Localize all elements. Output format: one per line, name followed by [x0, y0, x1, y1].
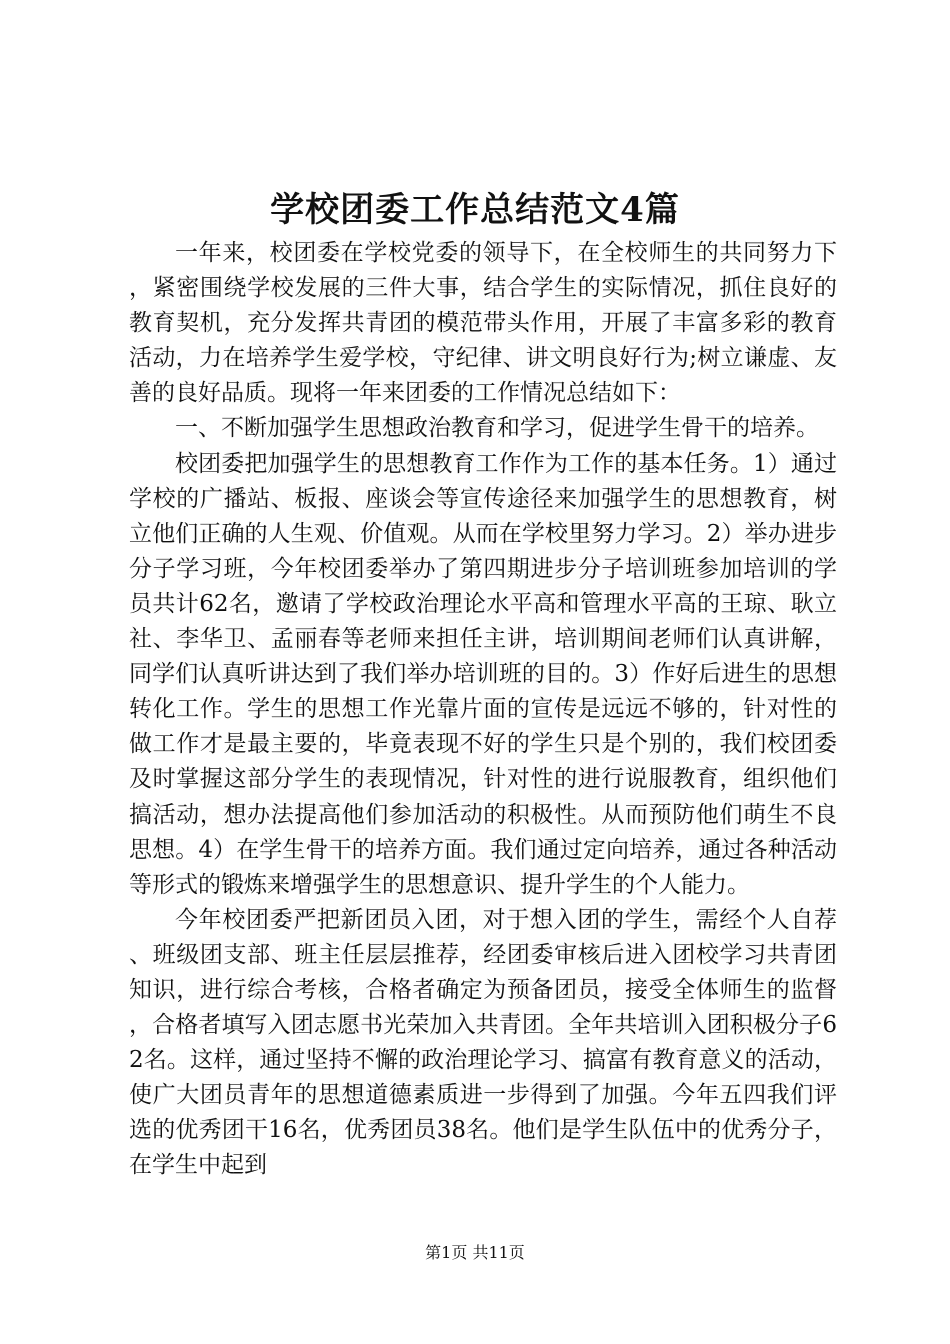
paragraph-new-members: 今年校团委严把新团员入团，对于想入团的学生，需经个人自荐、班级团支部、班主任层层推荐，经团委审核后进入团校学习共青团知识，进行综合考核，合格者确定为预备团员，接受全体师生的监督，合格者填写入团志愿书光荣加入共青团。全年共培训入团积极分子62名。这样，通过坚持不懈的政治理论学习、搞富有教育意义的活动，使广大团员青年的思想道德素质进一步得到了加强。今年五四我们评选的优秀团干16名，优秀团员38名。他们是学生队伍中的优秀分子，在学生中起到 — [129, 906, 837, 1179]
document-title: 学校团委工作总结范文4篇 — [270, 190, 680, 230]
paragraph-section-heading: 一、不断加强学生思想政治教育和学习，促进学生骨干的培养。 — [175, 415, 819, 442]
paragraph-ideology-work: 校团委把加强学生的思想教育工作作为工作的基本任务。1）通过学校的广播站、板报、座谈会等宣传途径来加强学生的思想教育，树立他们正确的人生观、价值观。从而在学校里努力学习。2）举办进步分子学习班，今年校团委举办了第四期进步分子培训班参加培训的学员共计62名，邀请了学校政治理论水平高和管理水平高的王琼、耿立社、李华卫、孟丽春等老师来担任主讲，培训期间老师们认真讲解，同学们认真听讲达到了我们举办培训班的目的。3）作好后进生的思想转化工作。学生的思想工作光靠片面的宣传是远远不够的，针对性的做工作才是最主要的，毕竟表现不好的学生只是个别的，我们校团委及时掌握这部分学生的表现情况，针对性的进行说服教育，组织他们搞活动，想办法提高他们参加活动的积极性。从而预防他们萌生不良思想。4）在学生骨干的培养方面。我们通过定向培养，通过各种活动等形式的锻炼来增强学生的思想意识、提升学生的个人能力。 — [129, 450, 837, 898]
paragraph-intro: 一年来，校团委在学校党委的领导下，在全校师生的共同努力下，紧密围绕学校发展的三件大事，结合学生的实际情况，抓住良好的教育契机，充分发挥共青团的模范带头作用，开展了丰富多彩的教育活动，力在培养学生爱学校，守纪律、讲文明良好行为;树立谦虚、友善的良好品质。现将一年来团委的工作情况总结如下： — [129, 240, 837, 407]
page-number-footer: 第1页 共11页 — [425, 1243, 525, 1262]
document-body — [129, 236, 837, 1184]
